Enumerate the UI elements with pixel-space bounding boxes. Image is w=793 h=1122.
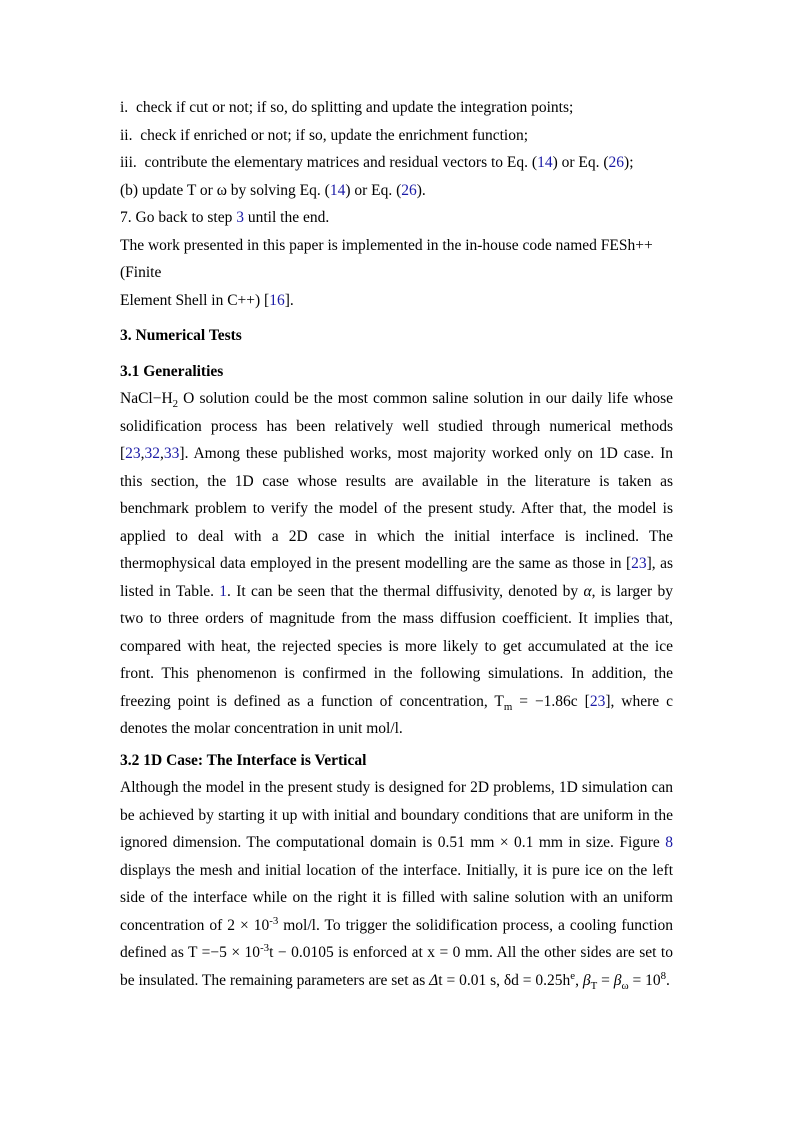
step-b: (b) update T or ω by solving Eq. (14) or Eq. (26). bbox=[120, 181, 426, 199]
cite-ref-23[interactable]: 23 bbox=[631, 555, 647, 572]
impl-line-1: The work presented in this paper is implemented in the in-house code named FESh++ bbox=[120, 236, 653, 254]
figure-ref-8[interactable]: 8 bbox=[665, 834, 673, 851]
step-i: i. check if cut or not; if so, do splitting and update the integration points; bbox=[120, 99, 574, 116]
section-heading-3: 3. Numerical Tests bbox=[120, 327, 242, 344]
cite-ref-16[interactable]: 16 bbox=[269, 291, 285, 309]
eq-ref-14[interactable]: 14 bbox=[537, 154, 553, 171]
eq-ref-14[interactable]: 14 bbox=[329, 181, 346, 199]
impl-line-3: Element Shell in C++) [16]. bbox=[120, 291, 294, 309]
table-ref-1[interactable]: 1 bbox=[219, 582, 228, 600]
step-ii: ii. check if enriched or not; if so, update the enrichment function; bbox=[120, 126, 529, 144]
cite-ref-23[interactable]: 23 bbox=[589, 692, 606, 710]
subsection-heading-3-1: 3.1 Generalities bbox=[120, 362, 224, 380]
eq-ref-26[interactable]: 26 bbox=[608, 154, 625, 171]
paragraph-generalities: $NaCl-H_2$ O solution could be the most common saline solution in our daily life whose solidification process has been relatively well studied through numerical methods [23,32,33]. Among these published works, most majority worked only on 1D case. In this section, the 1D case whose results are available in the literature is taken as benchmark problem to verify the model of the present study. After that, the model is applied to deal with a 2D case in which the initial interface is inclined. The thermophysical data employed in the present modelling are the same as those in [23], as listed in Table. 1. It can be seen that the thermal diffusivity, denoted by α, is larger by two to three orders of magnitude from the mass diffusion coefficient. It implies that, compared with heat, the rejected species is more likely to get accumulated at the ice front. This phenomenon is confirmed in the following simulations. In addition, the freezing point is defined as a function of concentration, $T_m = -1.86c$ [23], where c denotes the molar concentration in unit mol/l. bbox=[120, 390, 674, 737]
eq-ref-26[interactable]: 26 bbox=[401, 181, 417, 199]
step-7: 7. Go back to step 3 until the end. bbox=[120, 209, 330, 226]
subsection-heading-3-2: 3.2 1D Case: The Interface is Vertical bbox=[120, 751, 367, 769]
step-ref-3[interactable]: 3 bbox=[236, 209, 244, 226]
step-iii: iii. contribute the elementary matrices and residual vectors to Eq. (14) or Eq. (26); bbox=[120, 154, 634, 171]
impl-line-2: (Finite bbox=[120, 264, 162, 281]
cite-ref-32[interactable]: 32 bbox=[144, 445, 161, 462]
paper-page bbox=[120, 94, 673, 994]
cite-ref-33[interactable]: 33 bbox=[163, 445, 180, 462]
paragraph-1d-case: Although the model in the present study is designed for 2D problems, 1D simulation can be achieved by starting it up with initial and boundary conditions that are uniform in the ignored dimension. The computational domain is 0.51 mm × 0.1 mm in size. Figure 8 displays the mesh and initial location of the interface. Initially, it is pure ice on the left side of the interface while on the right it is filled with saline solution with an uniform concentration of $2 \times 10^{-3}$ mol/l. To trigger the solidification process, a cooling function defined as $T =-5 \times 10^{-3}t - 0.0105$ is enforced at x = 0 mm. All the other sides are set to be insulated. The remaining parameters are set as Δt = 0.01 s, $\delta d = 0.25h^e$, $\beta_T = \beta_\omega = 10^8$. bbox=[120, 779, 673, 992]
cite-ref-23[interactable]: 23 bbox=[125, 445, 141, 462]
